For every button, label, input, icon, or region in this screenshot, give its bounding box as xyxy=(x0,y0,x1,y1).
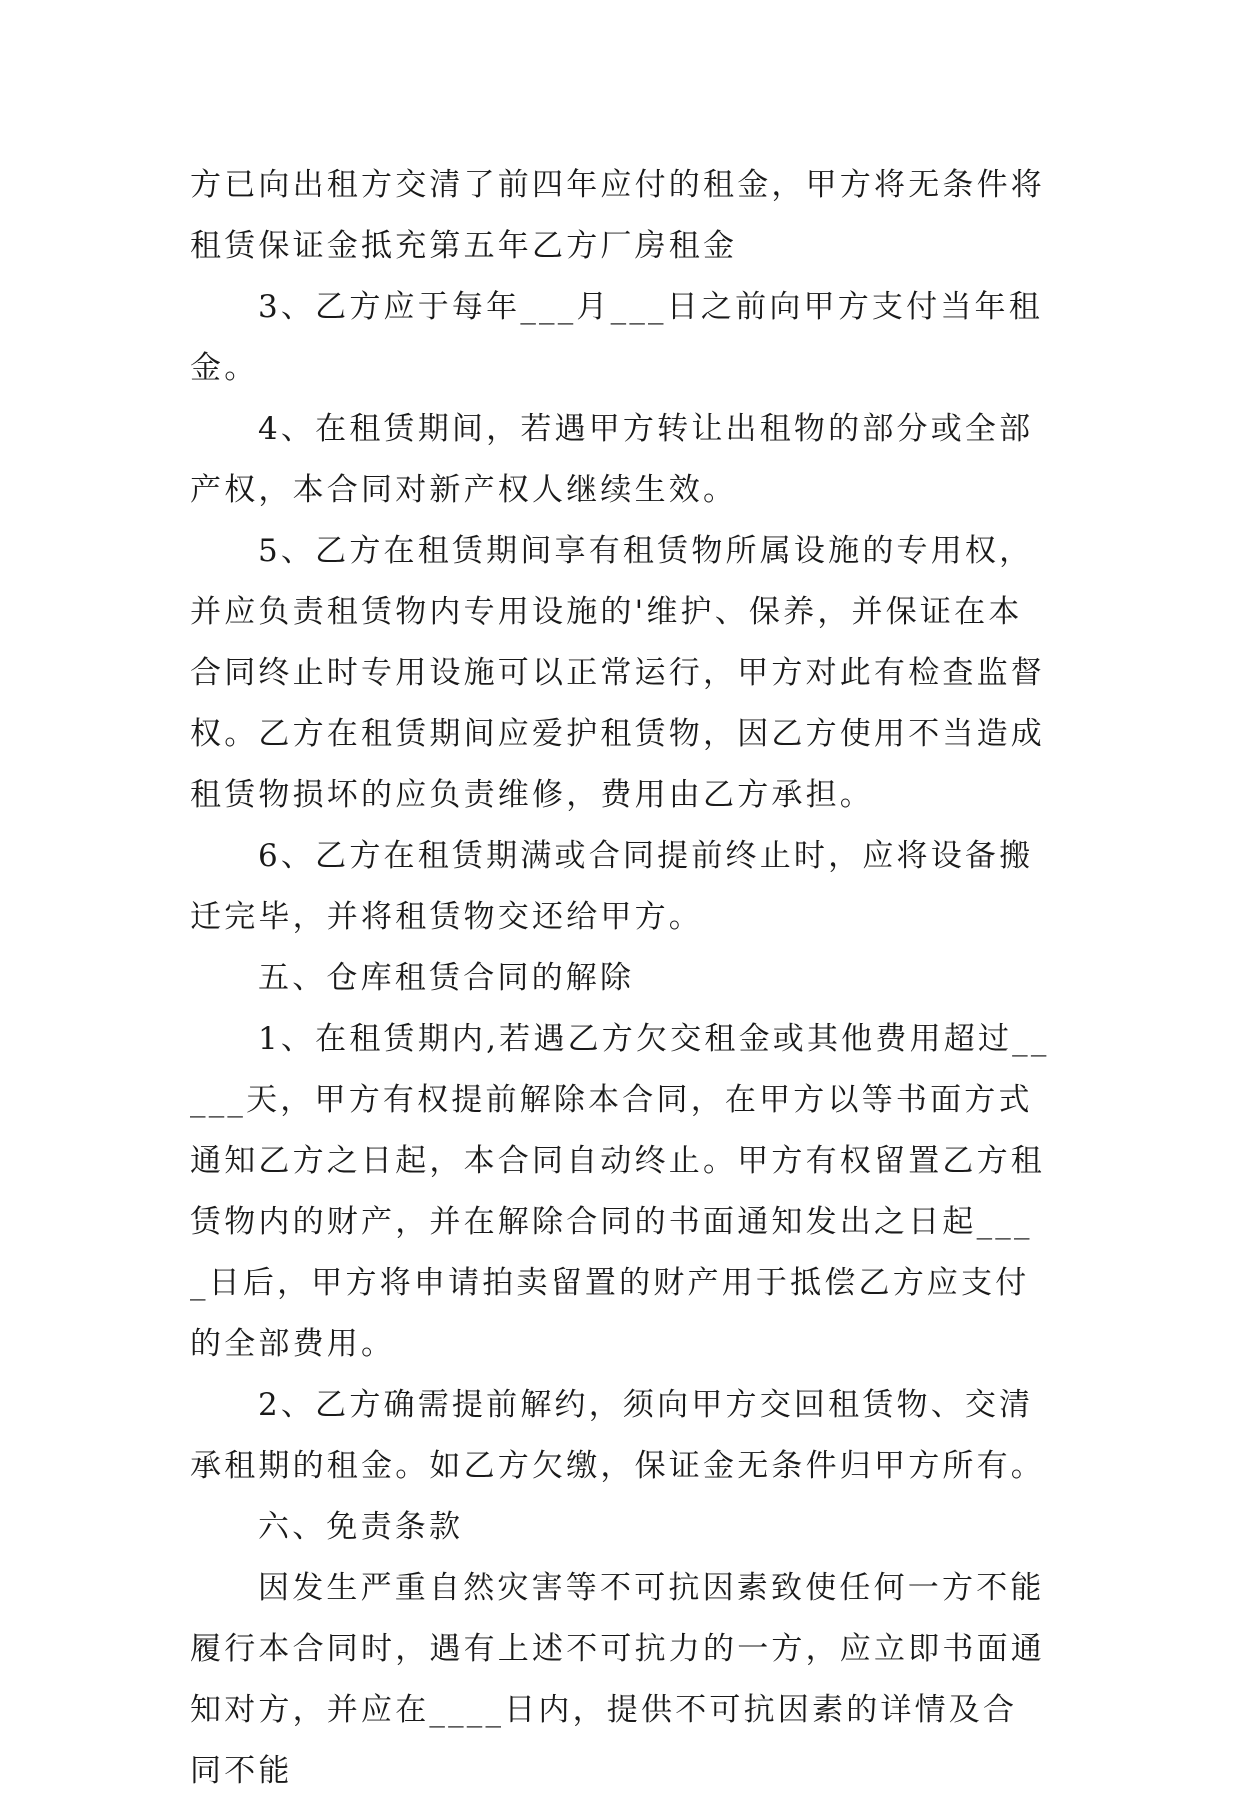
paragraph-clause-3: 3、乙方应于每年___月___日之前向甲方支付当年租金。 xyxy=(190,289,1043,386)
paragraph-clause-4: 4、在租赁期间，若遇甲方转让出租物的部分或全部产权，本合同对新产权人继续生效。 xyxy=(190,411,1034,508)
paragraph-clause-6: 6、乙方在租赁期满或合同提前终止时，应将设备搬迁完毕，并将租赁物交还给甲方。 xyxy=(190,838,1034,935)
document-body xyxy=(190,155,1050,1802)
paragraph-termination-2: 2、乙方确需提前解约，须向甲方交回租赁物、交清承租期的租金。如乙方欠缴，保证金无条件归甲方所有。 xyxy=(190,1387,1045,1484)
paragraph-termination-1: 1、在租赁期内,若遇乙方欠交租金或其他费用超过_____天，甲方有权提前解除本合同，在甲方以等书面方式通知乙方之日起，本合同自动终止。甲方有权留置乙方租赁物内的财产，并在解除合同的书面通知发出之日起____日后，甲方将申请拍卖留置的财产用于抵偿乙方应支付的全部费用。 xyxy=(190,1021,1050,1362)
paragraph-rent-deposit: 方已向出租方交清了前四年应付的租金，甲方将无条件将租赁保证金抵充第五年乙方厂房租金 xyxy=(190,167,1045,264)
section-heading-exemption: 六、免责条款 xyxy=(258,1509,464,1545)
paragraph-clause-5: 5、乙方在租赁期间享有租赁物所属设施的专用权，并应负责租赁物内专用设施的'维护、保养，并保证在本合同终止时专用设施可以正常运行，甲方对此有检查监督权。乙方在租赁期间应爱护租赁物，因乙方使用不当造成租赁物损坏的应负责维修，费用由乙方承担。 xyxy=(190,533,1045,813)
section-heading-termination: 五、仓库租赁合同的解除 xyxy=(258,960,635,996)
paragraph-exemption: 因发生严重自然灾害等不可抗因素致使任何一方不能履行本合同时，遇有上述不可抗力的一方，应立即书面通知对方，并应在____日内，提供不可抗因素的详情及合同不能 xyxy=(190,1570,1045,1789)
